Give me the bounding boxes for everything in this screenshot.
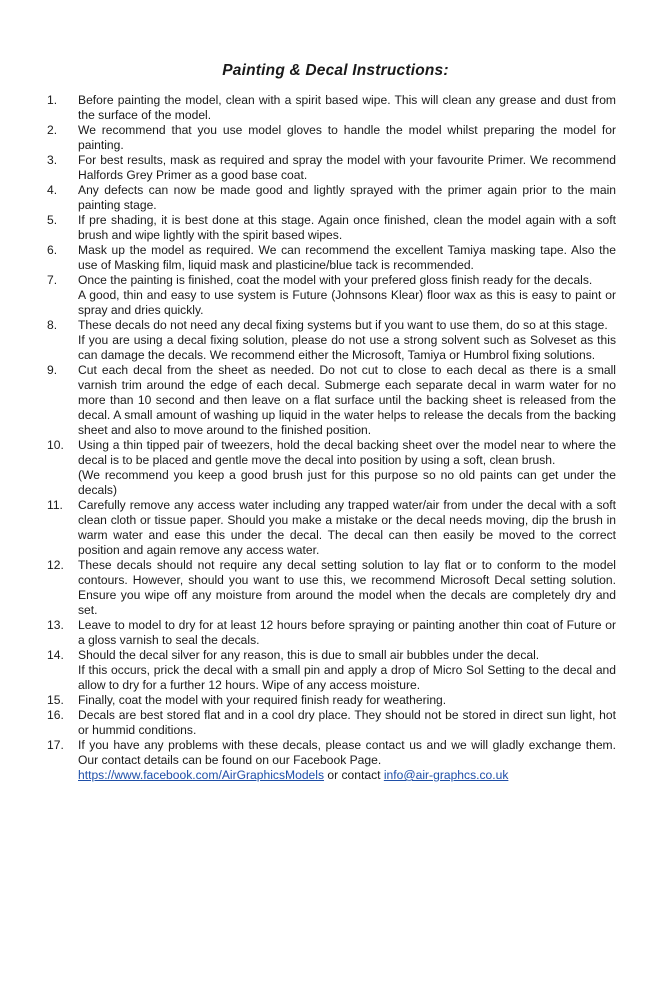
step-number: 7.: [47, 273, 58, 287]
step-number: 6.: [47, 243, 58, 257]
step-number: 14.: [47, 648, 64, 662]
step-text: Decals are best stored flat and in a cool dry place. They should not be stored in direct sun light, hot or hummid conditions.: [78, 708, 616, 737]
step-text: Carefully remove any access water including any trapped water/air from under the decal with a soft clean cloth or tissue paper. Should you make a mistake or the decal needs moving, dip the brush in warm water and ease this under the decal. The decal can then easily be moved to the correct position and again remove any access water.: [78, 498, 616, 557]
instruction-step: [47, 243, 616, 273]
instruction-step: [47, 213, 616, 243]
step-number: 11.: [47, 498, 63, 512]
step-text: If you are using a decal fixing solution, please do not use a strong solvent such as Solveset as this can damage the decals. We recommend either the Microsoft, Tamiya or Humbrol fixing solutions.: [78, 333, 616, 362]
facebook-link[interactable]: https://www.facebook.com/AirGraphicsModels: [78, 768, 325, 782]
step-number: 9.: [47, 363, 58, 377]
step-number: 17.: [47, 738, 64, 752]
contact-line: [78, 768, 616, 783]
step-number: 13.: [47, 618, 64, 632]
step-number: 2.: [47, 123, 58, 137]
instruction-step: [47, 708, 616, 738]
instruction-step: [47, 693, 616, 708]
instruction-step: [47, 498, 616, 558]
step-number: 12.: [47, 558, 64, 572]
instruction-step: [47, 183, 616, 213]
step-text: If this occurs, prick the decal with a small pin and apply a drop of Micro Sol Setting to the decal and allow to dry for a further 12 hours. Wipe of any access moisture.: [78, 663, 616, 692]
instruction-step: [47, 558, 616, 618]
instruction-step: [47, 123, 616, 153]
instruction-step: [47, 648, 616, 693]
instruction-step: [47, 738, 616, 783]
instruction-step: [47, 618, 616, 648]
instruction-step: [47, 363, 616, 438]
step-text: Cut each decal from the sheet as needed. Do not cut to close to each decal as there is a small varnish trim around the edge of each decal. Submerge each separate decal in warm water for no more than 10 second and then leave on a flat surface until the backing sheet is released from the decal. A small amount of washing up liquid in the water helps to release the decals from the backing sheet and also to move around to the finished position.: [78, 363, 616, 437]
step-number: 1.: [47, 93, 58, 107]
instruction-step: [47, 438, 616, 498]
step-text: These decals should not require any decal setting solution to lay flat or to conform to the model contours. However, should you want to use this, we recommend Microsoft Decal setting solution. Ensure you wipe off any moisture from around the model when the decals are completely dry and set.: [78, 558, 616, 617]
step-text: Before painting the model, clean with a spirit based wipe. This will clean any grease and dust from the surface of the model.: [78, 93, 616, 122]
step-text: (We recommend you keep a good brush just for this purpose so no old paints can get under the decals): [78, 468, 616, 497]
instruction-step: [47, 153, 616, 183]
step-text: A good, thin and easy to use system is Future (Johnsons Klear) floor wax as this is easy to paint or spray and dries quickly.: [78, 288, 616, 317]
step-text: These decals do not need any decal fixing systems but if you want to use them, do so at this stage.: [78, 318, 608, 332]
instruction-step: [47, 93, 616, 123]
step-text: If pre shading, it is best done at this stage. Again once finished, clean the model again with a soft brush and wipe lightly with the spirit based wipes.: [78, 213, 616, 242]
step-text: For best results, mask as required and spray the model with your favourite Primer. We recommend Halfords Grey Primer as a good base coat.: [78, 153, 616, 182]
instruction-list: [47, 93, 616, 783]
page-title: Painting & Decal Instructions:: [222, 62, 449, 79]
step-text: Mask up the model as required. We can recommend the excellent Tamiya masking tape. Also the use of Masking film, liquid mask and plasticine/blue tack is recommended.: [78, 243, 616, 272]
step-text: Leave to model to dry for at least 12 hours before spraying or painting another thin coat of Future or a gloss varnish to seal the decals.: [78, 618, 616, 647]
step-text: If you have any problems with these decals, please contact us and we will gladly exchange them. Our contact details can be found on our Facebook Page.: [78, 738, 616, 767]
step-number: 8.: [47, 318, 58, 332]
instruction-step: [47, 318, 616, 363]
step-number: 3.: [47, 153, 58, 167]
step-number: 5.: [47, 213, 58, 227]
step-text: Should the decal silver for any reason, this is due to small air bubbles under the decal.: [78, 648, 540, 662]
step-text: Finally, coat the model with your required finish ready for weathering.: [78, 693, 447, 707]
instruction-step: [47, 273, 616, 318]
email-link[interactable]: info@air-graphcs.co.uk: [383, 768, 509, 782]
step-text: We recommend that you use model gloves to handle the model whilst preparing the model for painting.: [78, 123, 616, 152]
step-number: 15.: [47, 693, 64, 707]
step-text: Any defects can now be made good and lightly sprayed with the primer again prior to the main painting stage.: [78, 183, 616, 212]
contact-joiner: or contact: [324, 768, 384, 782]
step-number: 16.: [47, 708, 64, 722]
step-number: 10.: [47, 438, 64, 452]
step-number: 4.: [47, 183, 58, 197]
step-text: Once the painting is finished, coat the model with your prefered gloss finish ready for the decals.: [78, 273, 593, 287]
step-text: Using a thin tipped pair of tweezers, hold the decal backing sheet over the model near to where the decal is to be placed and gentle move the decal into position by using a soft, clean brush.: [78, 438, 616, 467]
